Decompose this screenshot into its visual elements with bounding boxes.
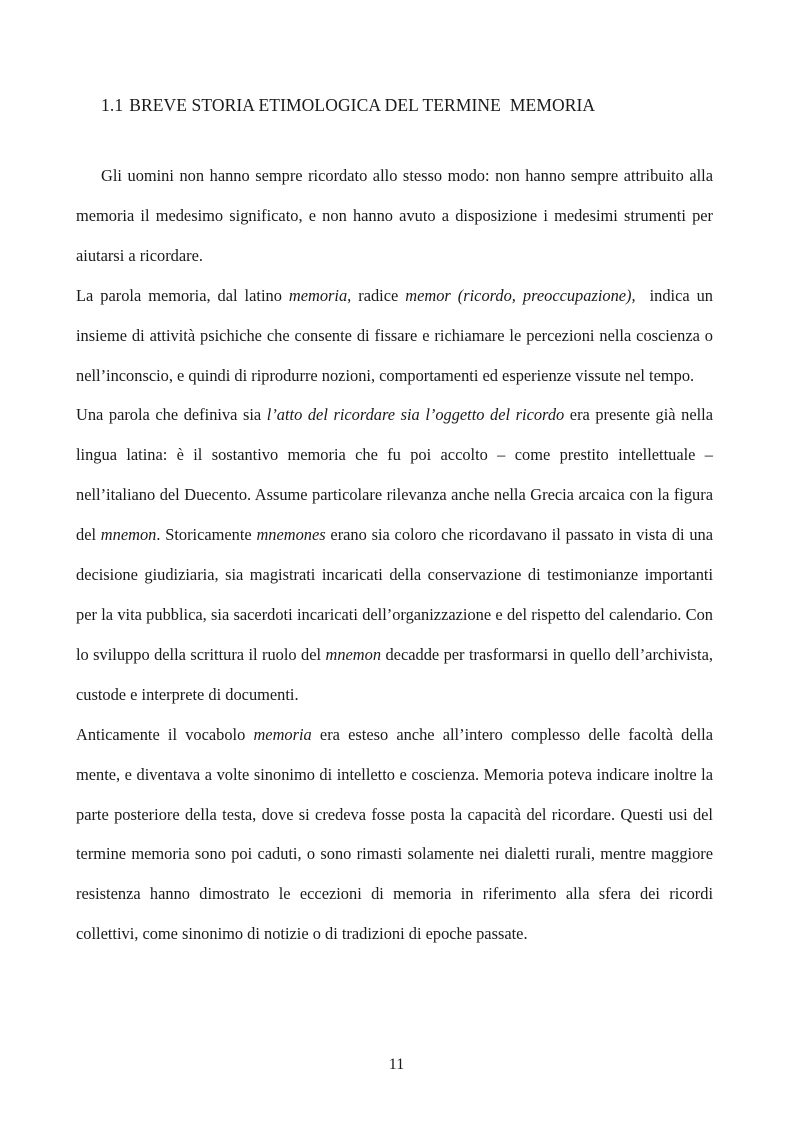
paragraph-2-italic-memoria: memoria, bbox=[288, 285, 352, 305]
paragraph-3-italic-mnemon-2: mnemon bbox=[325, 644, 382, 664]
paragraph-2-text-c: radice bbox=[351, 285, 406, 305]
body-text bbox=[76, 156, 718, 954]
paragraph-4-italic-memoria: memoria bbox=[253, 724, 312, 744]
paragraph-2 bbox=[76, 276, 718, 396]
paragraph-3-italic-mnemon-1: mnemon bbox=[100, 525, 157, 545]
paragraph-4 bbox=[76, 715, 713, 954]
paragraph-3-italic-mnemones: mnemones bbox=[256, 525, 326, 545]
paragraph-3-text-g: erano sia coloro che ricordavano il passato in vista di una decisione giudiziaria, sia magistrati incaricati della conservazione di testimonianze importanti per la vita pubblica, sia sacerdoti incaricati dell’organizzazione e del rispetto del calendario. Con lo sviluppo della scrittura il ruolo del bbox=[76, 525, 713, 664]
paragraph-3-italic-atto: l’atto del ricordare sia l’oggetto del ricordo bbox=[266, 405, 565, 425]
paragraph-3-text-c: era presente già nella lingua latina: è il sostantivo memoria che fu poi accolto – come prestito intellettuale – nell’italiano del Duecento. Assume particolare rilevanza anche nella Grecia arcaica con la figura del bbox=[76, 405, 713, 545]
paragraph-3-text-i: decadde per trasformarsi in quello dell’archivista, custode e interprete di documenti. bbox=[76, 644, 713, 704]
paragraph-1: Gli uomini non hanno sempre ricordato allo stesso modo: non hanno sempre attribuito alla memoria il medesimo significato, e non hanno avuto a disposizione i medesimi strumenti per aiutarsi a ricordare. bbox=[76, 166, 713, 265]
section-title: BREVE STORIA ETIMOLOGICA DEL TERMINE MEMORIA bbox=[129, 95, 596, 115]
paragraph-4-text-c: era esteso anche all’intero complesso delle facoltà della mente, e diventava a volte sinonimo di intelletto e coscienza. Memoria poteva indicare inoltre la parte posteriore della testa, dove si credeva fosse posta la capacità del ricordare. Questi usi del termine memoria sono poi caduti, o sono rimasti solamente nei dialetti rurali, mentre maggiore resistenza hanno dimostrato le eccezioni di memoria in riferimento alla sfera dei ricordi collettivi, come sinonimo di notizie o di tradizioni di epoche passate. bbox=[76, 724, 713, 944]
section-number: 1.1 bbox=[101, 95, 124, 115]
paragraph-4-text-a: Anticamente il vocabolo bbox=[76, 724, 254, 744]
section-heading bbox=[101, 95, 595, 116]
paragraph-2-text-a: La parola memoria, dal latino bbox=[76, 285, 289, 305]
page-number: 11 bbox=[388, 1056, 405, 1073]
paragraph-2-text-e: indica un insieme di attività psichiche che consente di fissare e richiamare le percezioni nella coscienza o nell’inconscio, e quindi di riprodurre nozioni, comportamenti ed esperienze vissute nel tempo. bbox=[76, 285, 718, 385]
paragraph-2-italic-memor: memor (ricordo, preoccupazione), bbox=[405, 285, 636, 305]
paragraph-3-text-e: . Storicamente bbox=[156, 525, 257, 545]
paragraph-3-text-a: Una parola che definiva sia bbox=[76, 405, 267, 425]
paragraph-3 bbox=[76, 395, 713, 714]
